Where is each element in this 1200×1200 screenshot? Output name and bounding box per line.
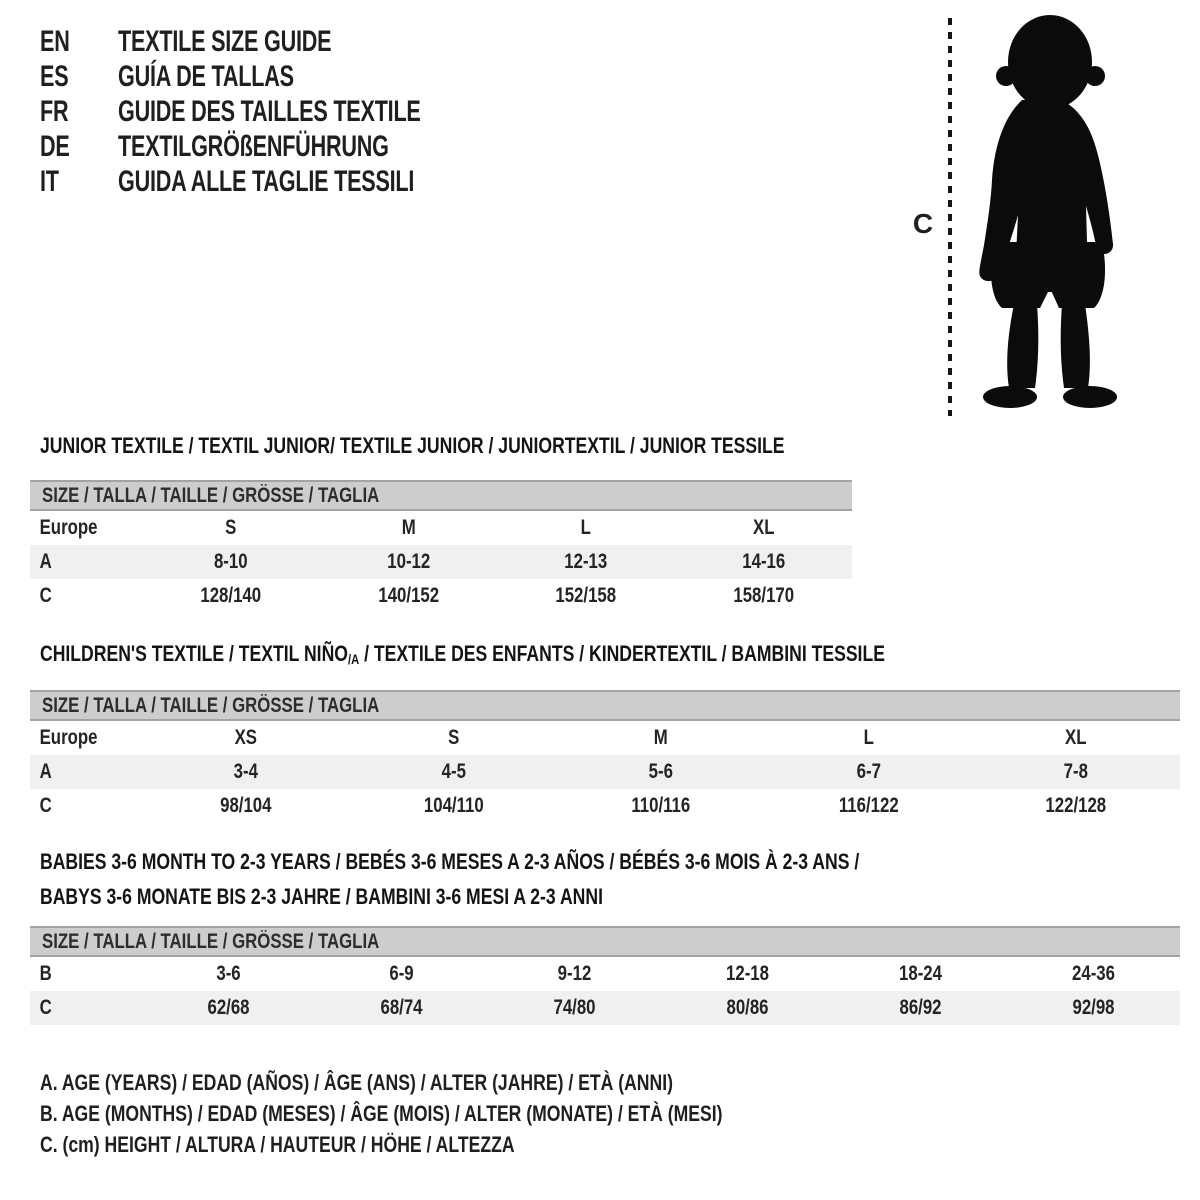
table-cell: 80/86 xyxy=(726,996,769,1019)
children-section-heading xyxy=(40,642,885,668)
legend-line-c xyxy=(40,1132,893,1163)
language-code: DE xyxy=(40,129,70,163)
babies-heading-line1: BABIES 3-6 MONTH TO 2-3 YEARS / BEBÉS 3-6 MESES A 2-3 AÑOS / BÉBÉS 3-6 MOIS À 2-3 ANS / xyxy=(40,849,860,874)
row-label: C xyxy=(39,794,52,817)
table-row-height xyxy=(30,789,1180,823)
row-label: C xyxy=(39,996,52,1019)
language-code: EN xyxy=(40,24,70,58)
table-cell: 6-9 xyxy=(389,962,414,985)
size-header-bar xyxy=(30,480,852,511)
language-title: TEXTILE SIZE GUIDE xyxy=(118,24,332,58)
row-label: B xyxy=(39,962,52,985)
table-row-europe xyxy=(30,721,1180,755)
language-title: GUÍA DE TALLAS xyxy=(118,59,294,93)
table-cell: 92/98 xyxy=(1072,996,1115,1019)
table-cell: 128/140 xyxy=(200,584,262,607)
language-row-es xyxy=(40,59,538,94)
table-cell: 110/116 xyxy=(631,794,691,817)
table-cell: 24-36 xyxy=(1072,962,1115,985)
table-cell: 122/128 xyxy=(1045,794,1107,817)
table-cell: S xyxy=(225,516,237,539)
language-code: ES xyxy=(40,59,69,93)
size-header-text: SIZE / TALLA / TAILLE / GRÖSSE / TAGLIA xyxy=(42,483,380,507)
size-header-bar xyxy=(30,926,1180,957)
language-code: IT xyxy=(40,164,59,198)
measurement-legend xyxy=(40,1070,893,1163)
table-cell: 8-10 xyxy=(213,550,248,573)
legend-line-a xyxy=(40,1070,893,1101)
table-cell: 3-4 xyxy=(233,760,258,783)
table-cell: 4-5 xyxy=(441,760,466,783)
table-row-europe xyxy=(30,511,852,545)
table-cell: M xyxy=(653,726,668,749)
children-heading-rest: / TEXTILE DES ENFANTS / KINDERTEXTIL / BAMBINI TESSILE xyxy=(359,641,885,666)
table-cell: 7-8 xyxy=(1064,760,1089,783)
row-label: A xyxy=(39,550,52,573)
language-code: FR xyxy=(40,94,69,128)
table-cell: 116/122 xyxy=(838,794,899,817)
children-heading-text: CHILDREN'S TEXTILE / TEXTIL NIÑO xyxy=(40,641,348,666)
row-label: C xyxy=(39,584,52,607)
legend-line-b xyxy=(40,1101,893,1132)
table-cell: 74/80 xyxy=(553,996,596,1019)
table-cell: 140/152 xyxy=(377,584,439,607)
table-cell: XL xyxy=(752,516,774,539)
table-cell: 104/110 xyxy=(423,794,484,817)
height-measure-dashed-line xyxy=(948,18,952,416)
table-cell: 68/74 xyxy=(380,996,423,1019)
language-row-de xyxy=(40,129,538,164)
children-heading-suffix: /A xyxy=(347,651,360,667)
table-cell: 9-12 xyxy=(557,962,592,985)
table-cell: XL xyxy=(1065,726,1087,749)
table-row-months xyxy=(30,957,1180,991)
table-row-age xyxy=(30,545,852,579)
table-cell: 158/170 xyxy=(732,584,794,607)
language-title: GUIDA ALLE TAGLIE TESSILI xyxy=(118,164,415,198)
babies-size-table xyxy=(30,926,1180,1025)
junior-size-table xyxy=(30,480,852,613)
babies-heading-line2: BABYS 3-6 MONATE BIS 2-3 JAHRE / BAMBINI 3-6 MESI A 2-3 ANNI xyxy=(40,884,603,909)
row-label: Europe xyxy=(39,726,98,749)
table-cell: 98/104 xyxy=(220,794,272,817)
legend-text: A. AGE (YEARS) / EDAD (AÑOS) / ÂGE (ANS) / ALTER (JAHRE) / ETÀ (ANNI) xyxy=(40,1070,673,1095)
legend-text: C. (cm) HEIGHT / ALTURA / HAUTEUR / HÖHE / ALTEZZA xyxy=(40,1132,515,1157)
table-cell: L xyxy=(863,726,874,749)
table-cell: M xyxy=(401,516,416,539)
table-cell: XS xyxy=(234,726,257,749)
table-cell: L xyxy=(580,516,591,539)
language-row-fr xyxy=(40,94,538,129)
table-cell: 62/68 xyxy=(207,996,250,1019)
junior-section-heading: JUNIOR TEXTILE / TEXTIL JUNIOR/ TEXTILE JUNIOR / JUNIORTEXTIL / JUNIOR TESSILE xyxy=(40,433,785,458)
height-measure-label: C xyxy=(912,208,934,239)
language-title: TEXTILGRÖßENFÜHRUNG xyxy=(118,129,389,163)
row-label: Europe xyxy=(39,516,98,539)
table-cell: 14-16 xyxy=(741,550,785,573)
table-cell: S xyxy=(447,726,459,749)
table-cell: 6-7 xyxy=(856,760,881,783)
table-cell: 86/92 xyxy=(899,996,942,1019)
legend-text: B. AGE (MONTHS) / EDAD (MESES) / ÂGE (MOIS) / ALTER (MONATE) / ETÀ (MESI) xyxy=(40,1101,723,1126)
table-cell: 12-18 xyxy=(726,962,769,985)
babies-section-heading xyxy=(40,844,859,914)
language-title: GUIDE DES TAILLES TEXTILE xyxy=(118,94,421,128)
language-row-en xyxy=(40,24,538,59)
table-cell: 18-24 xyxy=(899,962,942,985)
table-row-height xyxy=(30,579,852,613)
table-cell: 152/158 xyxy=(555,584,617,607)
size-header-bar xyxy=(30,690,1180,721)
row-label: A xyxy=(39,760,52,783)
language-title-list xyxy=(40,24,538,199)
toddler-silhouette-icon xyxy=(958,10,1148,418)
size-header-text: SIZE / TALLA / TAILLE / GRÖSSE / TAGLIA xyxy=(42,693,380,717)
table-row-height xyxy=(30,991,1180,1025)
table-cell: 5-6 xyxy=(648,760,674,783)
language-row-it xyxy=(40,164,538,199)
table-cell: 3-6 xyxy=(216,962,241,985)
table-row-age xyxy=(30,755,1180,789)
size-header-text: SIZE / TALLA / TAILLE / GRÖSSE / TAGLIA xyxy=(42,929,380,953)
table-cell: 10-12 xyxy=(386,550,430,573)
table-cell: 12-13 xyxy=(564,550,608,573)
children-size-table xyxy=(30,690,1180,823)
